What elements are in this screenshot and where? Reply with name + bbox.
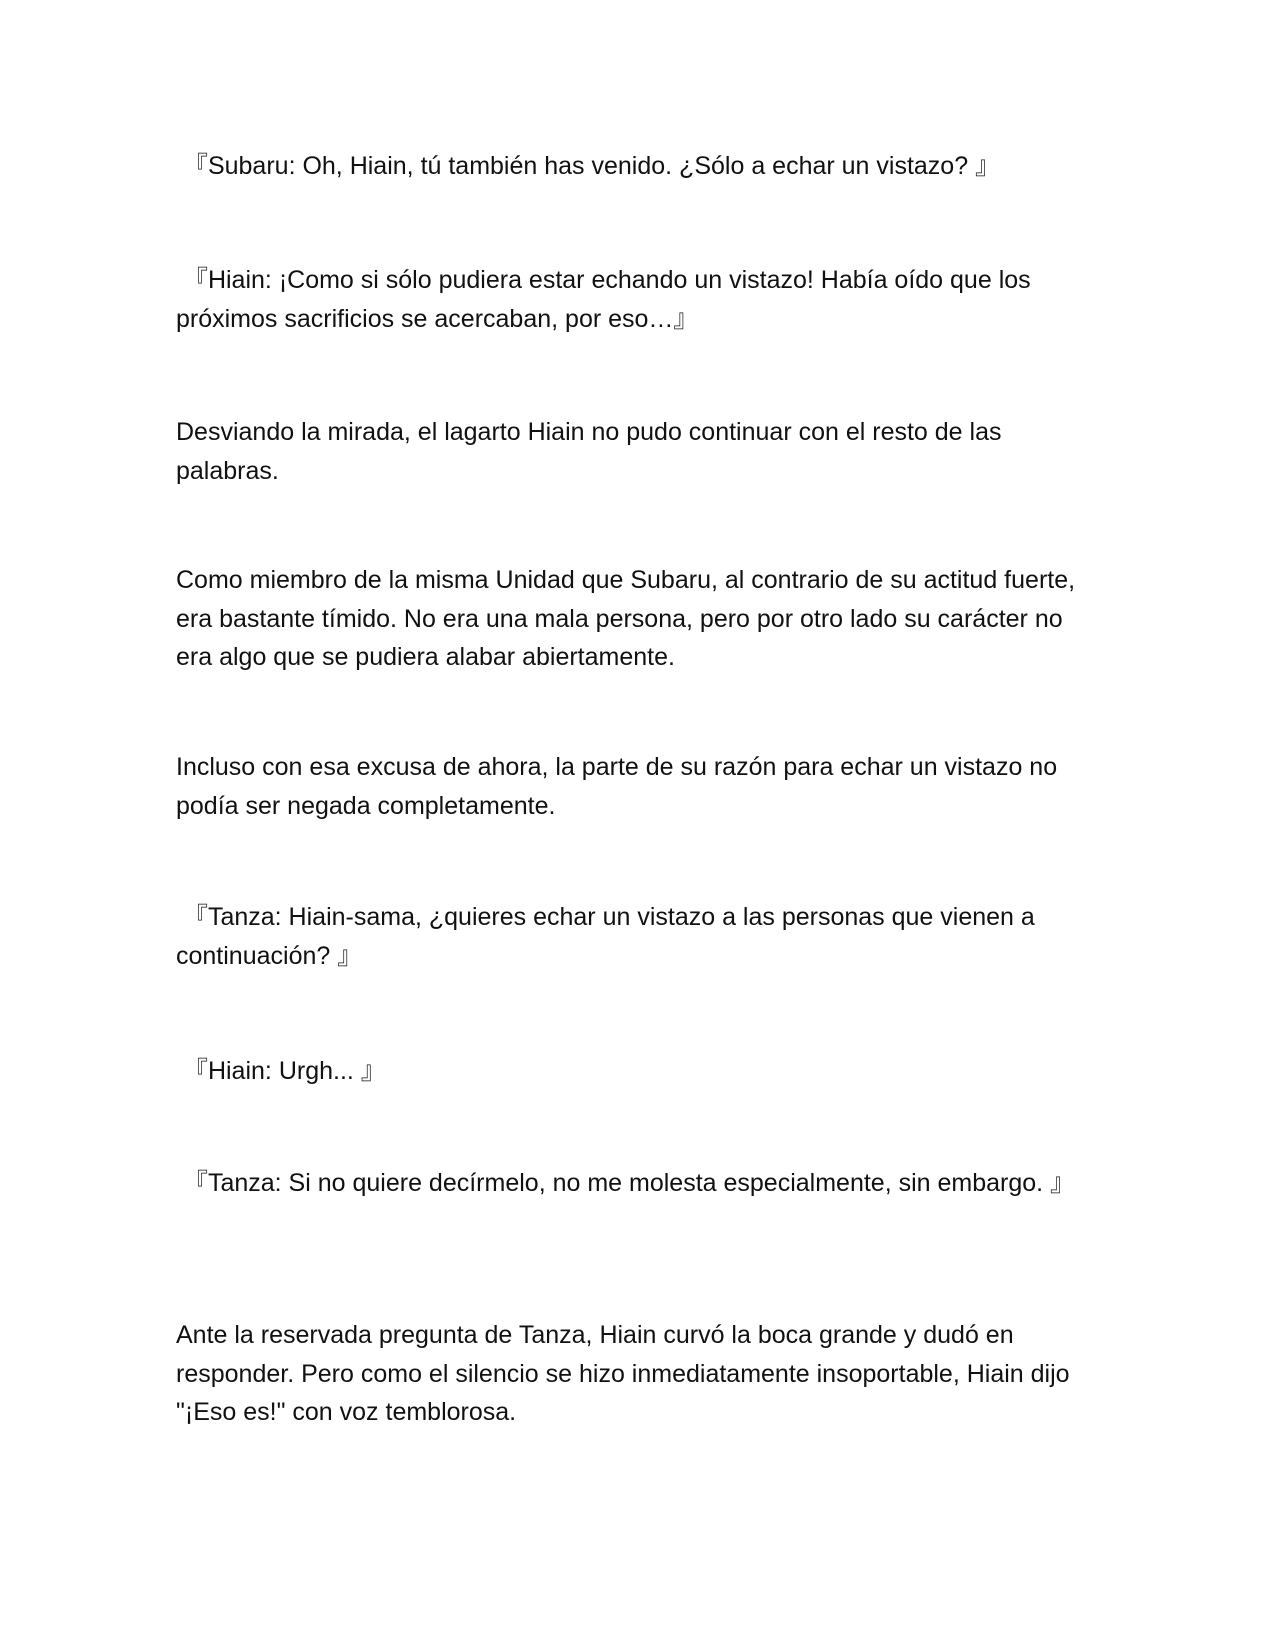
dialogue-paragraph: 『Hiain: ¡Como si sólo pudiera estar echando un vistazo! Había oído que los próximos sacrificios se acercaban, por eso…』 bbox=[176, 266, 1038, 333]
dialogue-paragraph: 『Tanza: Hiain-sama, ¿quieres echar un vistazo a las personas que vienen a continuación? 』 bbox=[176, 903, 1042, 970]
narration-paragraph: Incluso con esa excusa de ahora, la parte de su razón para echar un vistazo no podía ser negada completamente. bbox=[176, 753, 1065, 820]
dialogue-paragraph: 『Subaru: Oh, Hiain, tú también has venido. ¿Sólo a echar un vistazo? 』 bbox=[176, 152, 1001, 180]
narration-paragraph: Ante la reservada pregunta de Tanza, Hiain curvó la boca grande y dudó en responder. Pero como el silencio se hizo inmediatamente insoportable, Hiain dijo "¡Eso es!" con voz temblorosa. bbox=[176, 1321, 1077, 1426]
dialogue-paragraph: 『Tanza: Si no quiere decírmelo, no me molesta especialmente, sin embargo. 』 bbox=[176, 1169, 1076, 1197]
narration-paragraph: Desviando la mirada, el lagarto Hiain no pudo continuar con el resto de las palabras. bbox=[176, 418, 1009, 485]
narration-paragraph: Como miembro de la misma Unidad que Subaru, al contrario de su actitud fuerte, era bastante tímido. No era una mala persona, pero por otro lado su carácter no era algo que se pudiera alabar abiertamente. bbox=[176, 566, 1083, 671]
dialogue-paragraph: 『Hiain: Urgh... 』 bbox=[176, 1057, 386, 1085]
